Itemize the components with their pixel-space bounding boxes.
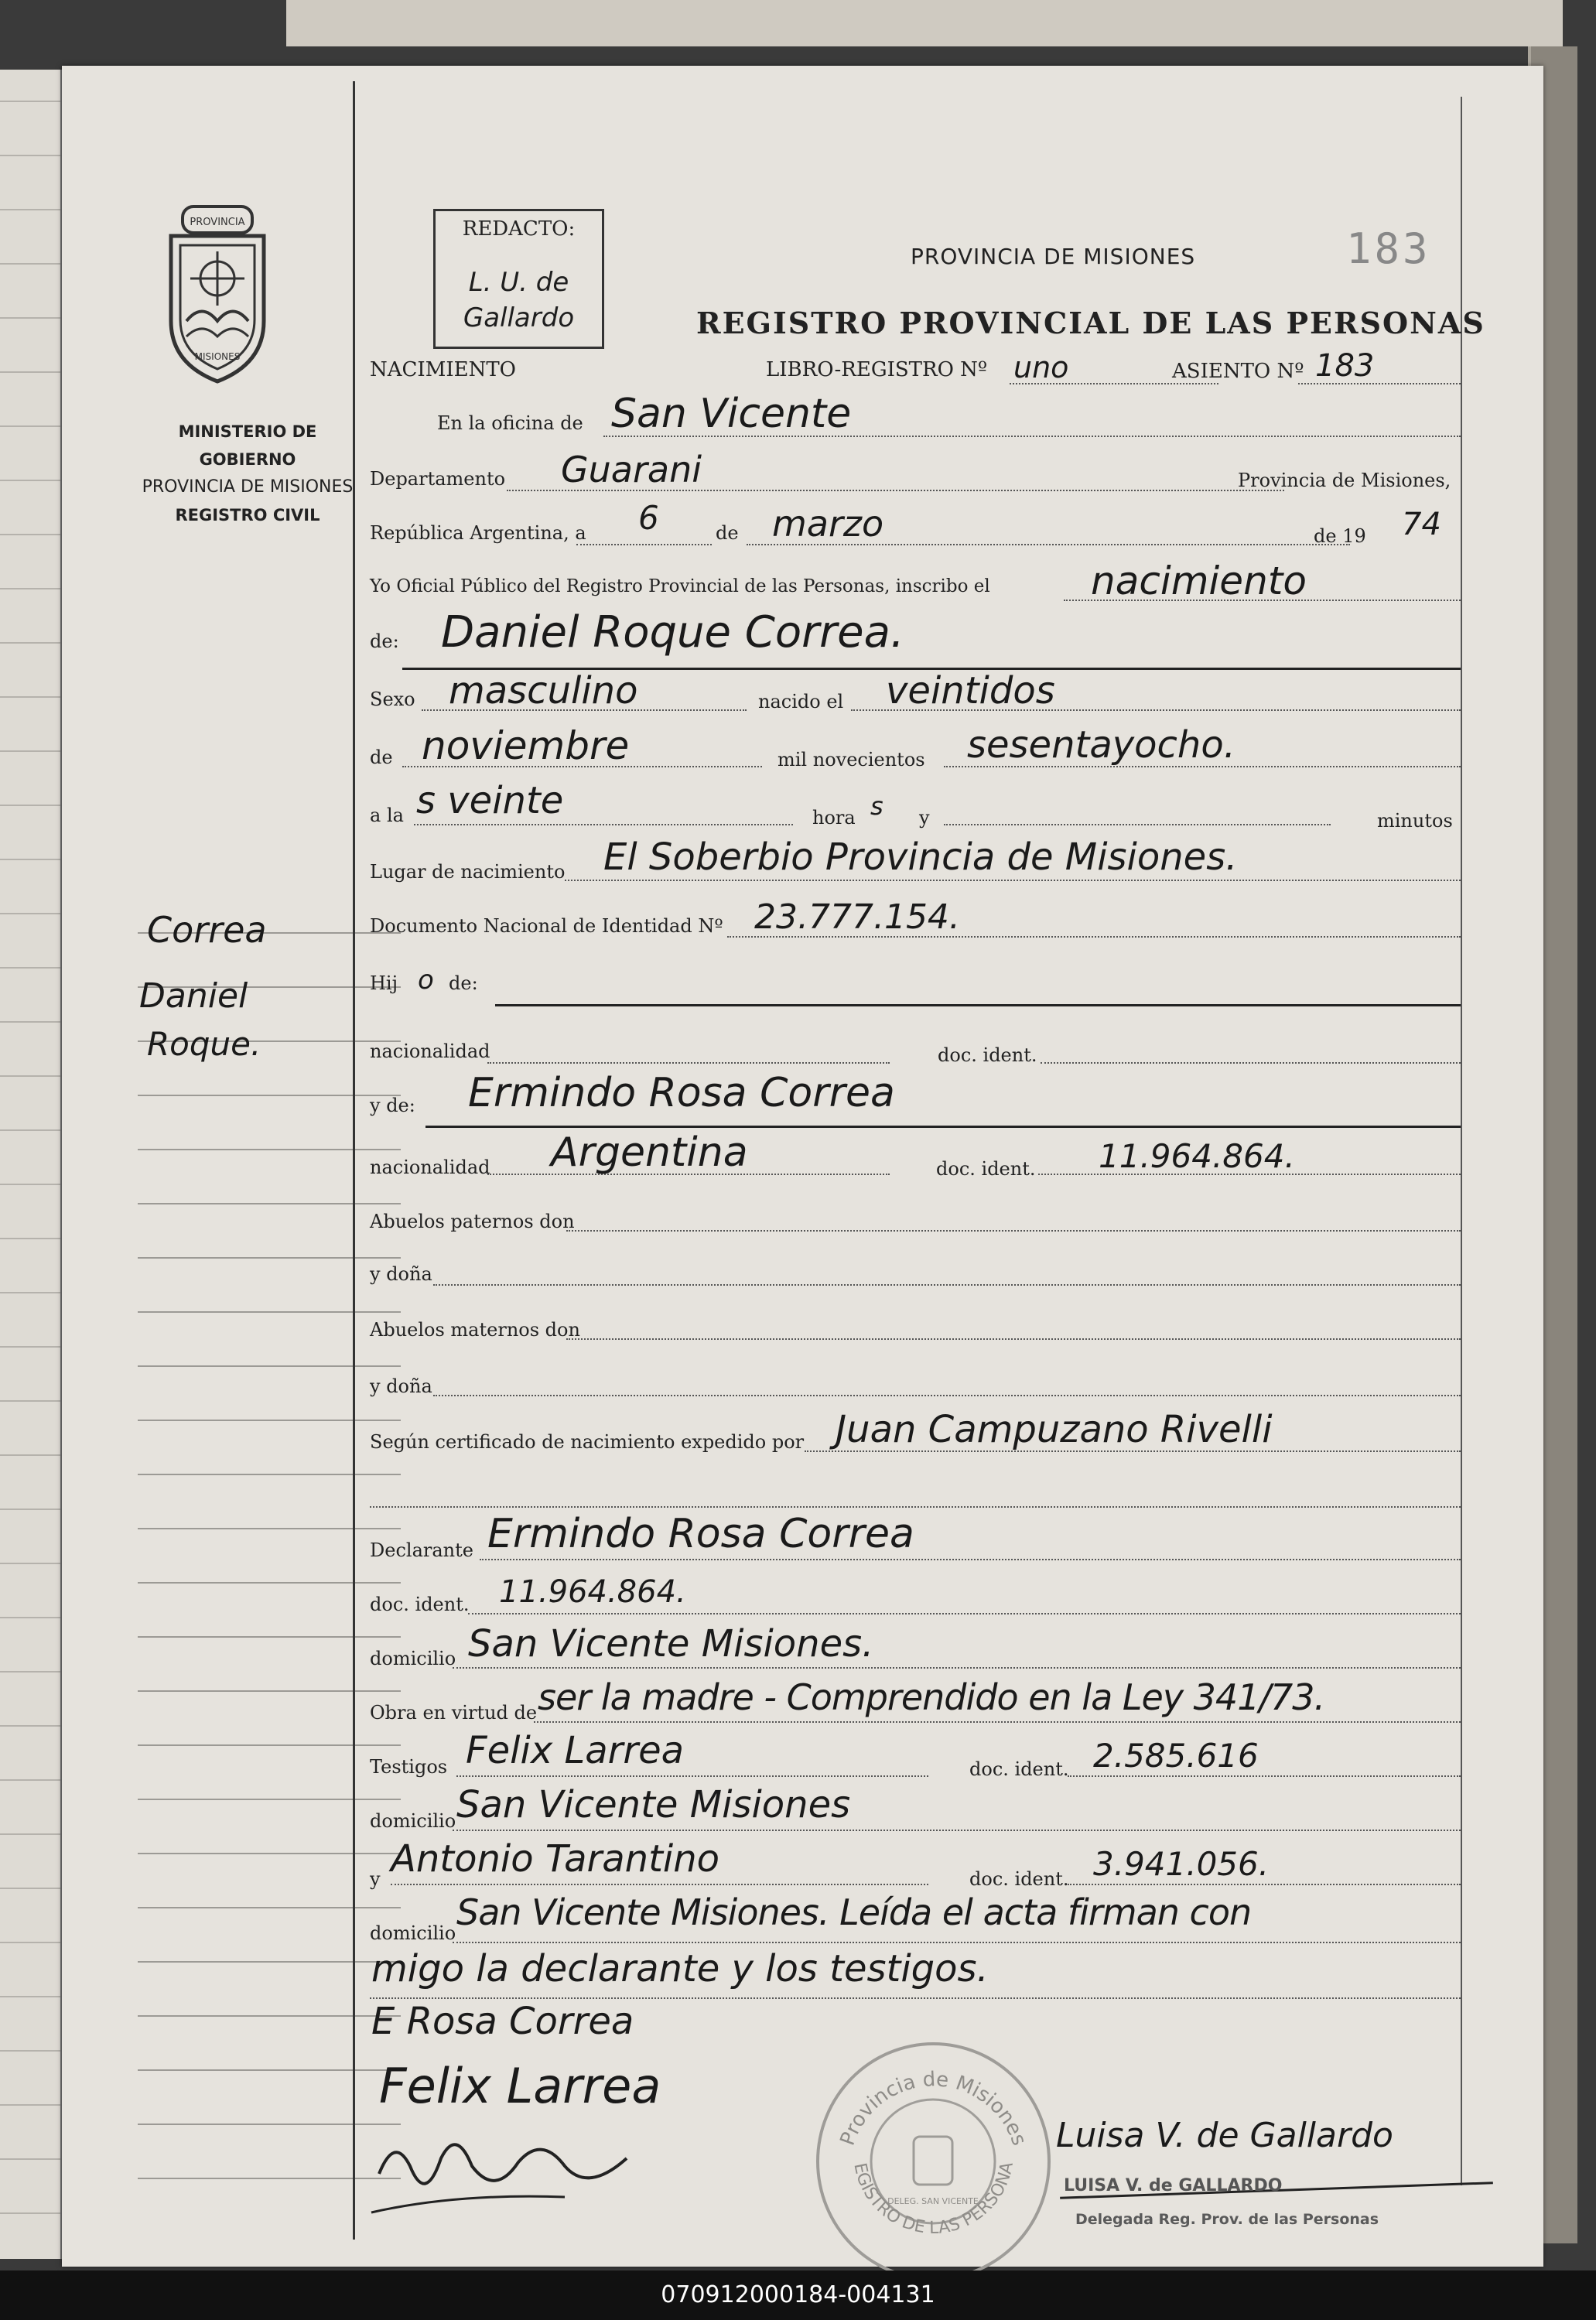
nacimiento-label: NACIMIENTO bbox=[370, 358, 516, 381]
ministry-line-3: REGISTRO CIVIL bbox=[175, 506, 320, 524]
domicilio2-label: domicilio bbox=[370, 1810, 456, 1832]
am-label: Abuelos maternos don bbox=[370, 1319, 580, 1341]
doc5-line bbox=[1068, 1884, 1461, 1885]
closing-value: migo la declarante y los testigos. bbox=[371, 1947, 989, 1990]
madre-value: Ermindo Rosa Correa bbox=[468, 1070, 895, 1116]
margin-rule bbox=[138, 1799, 401, 1800]
yde-label: y de: bbox=[370, 1095, 415, 1116]
left-page-rule bbox=[0, 1021, 60, 1023]
nacido-label: nacido el bbox=[758, 691, 844, 712]
domicilio1-value: San Vicente Misiones. bbox=[468, 1622, 874, 1666]
margin-rule bbox=[138, 1365, 401, 1367]
doc3-value: 11.964.864. bbox=[499, 1574, 686, 1610]
margin-note-line-2: Daniel bbox=[139, 976, 248, 1016]
hora-extra: s bbox=[870, 791, 883, 821]
asiento-value: 183 bbox=[1315, 348, 1375, 384]
left-page-rule bbox=[0, 1563, 60, 1564]
margin-rule bbox=[138, 1582, 401, 1584]
doc4-value: 2.585.616 bbox=[1093, 1737, 1259, 1775]
left-page-rule bbox=[0, 1779, 60, 1781]
left-page-rule bbox=[0, 1238, 60, 1239]
ap-dona-label: y doña bbox=[370, 1263, 432, 1285]
cert-label: Según certificado de nacimiento expedido por bbox=[370, 1431, 805, 1453]
doc2-value: 11.964.864. bbox=[1099, 1137, 1295, 1175]
left-page-rule bbox=[0, 263, 60, 265]
left-page-rule bbox=[0, 1996, 60, 1997]
minutos-line bbox=[944, 824, 1331, 825]
stamp-inner-text: DELEG. SAN VICENTE bbox=[887, 2196, 979, 2206]
redacto-line-2: Gallardo bbox=[463, 302, 575, 333]
signature-testigo: Felix Larrea bbox=[379, 2058, 661, 2114]
left-page-rule bbox=[0, 913, 60, 914]
doc5-label: doc. ident. bbox=[969, 1868, 1069, 1890]
testigo1-line bbox=[456, 1775, 928, 1777]
ap-dona-line bbox=[433, 1284, 1461, 1286]
left-page-rule bbox=[0, 317, 60, 319]
ministry-line-2: PROVINCIA DE MISIONES bbox=[142, 477, 354, 497]
departamento-label: Departamento bbox=[370, 468, 506, 490]
left-page-rule bbox=[0, 1671, 60, 1673]
stamp-ring-text: Provincia de Misiones bbox=[836, 2068, 1031, 2149]
lugar-value: El Soberbio Provincia de Misiones. bbox=[603, 835, 1238, 879]
left-page-rule bbox=[0, 1833, 60, 1835]
page-number: 183 bbox=[1346, 224, 1431, 273]
dia-line bbox=[576, 544, 712, 545]
departamento-value: Guarani bbox=[561, 449, 702, 490]
acto-value: nacimiento bbox=[1091, 559, 1307, 603]
redacto-line-1: L. U. de bbox=[468, 267, 569, 298]
doc1-line bbox=[1041, 1062, 1461, 1064]
dia-value: 6 bbox=[638, 499, 659, 537]
left-facing-page bbox=[0, 70, 63, 2259]
registry-title: REGISTRO PROVINCIAL DE LAS PERSONAS bbox=[696, 306, 1485, 340]
mes-value: marzo bbox=[772, 503, 884, 545]
seal-top-text: PROVINCIA bbox=[190, 217, 245, 228]
testigo2-line bbox=[391, 1884, 928, 1885]
left-page-rule bbox=[0, 2158, 60, 2160]
provincia-label: Provincia de Misiones, bbox=[1238, 470, 1451, 491]
dni-label: Documento Nacional de Identidad Nº bbox=[370, 915, 723, 937]
anio-value: 74 bbox=[1402, 507, 1441, 542]
register-page bbox=[62, 66, 1543, 2267]
signature-oficial: Luisa V. de Gallardo bbox=[1056, 2116, 1393, 2155]
sexo-value: masculino bbox=[449, 669, 638, 712]
y2-label: y bbox=[370, 1868, 381, 1890]
domicilio3-label: domicilio bbox=[370, 1922, 456, 1944]
margin-vertical-rule bbox=[353, 81, 355, 2240]
left-page-rule bbox=[0, 1725, 60, 1727]
right-vertical-rule bbox=[1461, 97, 1462, 2185]
domicilio2-line bbox=[453, 1830, 1461, 1831]
province-title: PROVINCIA DE MISIONES bbox=[911, 244, 1196, 269]
margin-rule bbox=[138, 1690, 401, 1692]
hijo-de-label: de: bbox=[449, 972, 478, 994]
nombre-value: Daniel Roque Correa. bbox=[441, 607, 904, 658]
left-page-rule bbox=[0, 1509, 60, 1510]
left-page-rule bbox=[0, 588, 60, 589]
anio-prefix: de 19 bbox=[1314, 525, 1366, 547]
doc3-label: doc. ident. bbox=[370, 1594, 470, 1615]
province-seal-icon bbox=[159, 205, 275, 391]
sexo-label: Sexo bbox=[370, 688, 415, 710]
left-page-rule bbox=[0, 209, 60, 210]
lugar-label: Lugar de nacimiento bbox=[370, 861, 566, 883]
cert-extra-line bbox=[370, 1506, 1461, 1508]
domicilio1-label: domicilio bbox=[370, 1648, 456, 1669]
declarante-label: Declarante bbox=[370, 1539, 473, 1561]
lugar-line bbox=[565, 880, 1461, 881]
mil-label: mil novecientos bbox=[777, 749, 925, 770]
left-page-rule bbox=[0, 1292, 60, 1293]
libro-value: uno bbox=[1013, 350, 1069, 384]
left-page-rule bbox=[0, 2212, 60, 2214]
minutos-label: minutos bbox=[1377, 810, 1453, 832]
left-page-rule bbox=[0, 805, 60, 806]
asiento-label: ASIENTO Nº bbox=[1172, 360, 1304, 383]
obra-label: Obra en virtud de bbox=[370, 1702, 538, 1724]
margin-rule bbox=[138, 1095, 401, 1096]
oficina-label: En la oficina de bbox=[437, 412, 583, 434]
testigo2-value: Antonio Tarantino bbox=[391, 1837, 720, 1881]
margin-rule bbox=[138, 2178, 401, 2179]
anio-nac-value: sesentayocho. bbox=[967, 723, 1235, 767]
left-page-rule bbox=[0, 371, 60, 373]
madre-line bbox=[425, 1126, 1461, 1128]
margin-rule bbox=[138, 2069, 401, 2071]
left-page-rule bbox=[0, 859, 60, 860]
nac2-label: nacionalidad bbox=[370, 1157, 490, 1178]
nac1-line bbox=[487, 1062, 890, 1064]
seal-bottom-text: MISIONES bbox=[194, 351, 241, 362]
testigos-label: Testigos bbox=[370, 1756, 448, 1778]
declarante-line bbox=[480, 1559, 1461, 1560]
left-page-rule bbox=[0, 1075, 60, 1077]
nac1-label: nacionalidad bbox=[370, 1040, 490, 1062]
margin-rule bbox=[138, 1203, 401, 1204]
alas-label: a la bbox=[370, 805, 404, 826]
oficina-value: San Vicente bbox=[611, 391, 852, 437]
left-page-rule bbox=[0, 967, 60, 969]
testigo1-value: Felix Larrea bbox=[466, 1729, 685, 1772]
cert-value: Juan Campuzano Rivelli bbox=[836, 1408, 1273, 1451]
left-page-rule bbox=[0, 425, 60, 427]
margin-rule bbox=[138, 2124, 401, 2125]
oficial-text: Yo Oficial Público del Registro Provincial de las Personas, inscribo el bbox=[370, 576, 990, 596]
y-label: y bbox=[919, 807, 930, 829]
margin-rule bbox=[138, 2015, 401, 2017]
nac2-value: Argentina bbox=[551, 1129, 748, 1176]
hora-label: hora bbox=[812, 807, 856, 829]
hijo-label: Hij bbox=[370, 972, 398, 994]
doc2-label: doc. ident. bbox=[936, 1158, 1036, 1180]
margin-rule bbox=[138, 1907, 401, 1908]
obra-line bbox=[534, 1721, 1461, 1723]
signature-declarante: E Rosa Correa bbox=[371, 2000, 634, 2043]
image-id-footer: 070912000184-004131 bbox=[0, 2270, 1596, 2320]
hora-line bbox=[414, 824, 793, 825]
libro-label: LIBRO-REGISTRO Nº bbox=[766, 358, 988, 381]
left-page-rule bbox=[0, 696, 60, 698]
left-page-rule bbox=[0, 534, 60, 535]
obra-value: ser la madre - Comprendido en la Ley 341/73. bbox=[538, 1676, 1325, 1718]
left-page-rule bbox=[0, 1184, 60, 1185]
margin-rule bbox=[138, 1474, 401, 1475]
de3-label: de bbox=[370, 747, 393, 768]
margin-rule bbox=[138, 1528, 401, 1529]
left-page-rule bbox=[0, 2104, 60, 2106]
left-page-rule bbox=[0, 750, 60, 752]
margin-rule bbox=[138, 1744, 401, 1746]
am-dona-label: y doña bbox=[370, 1375, 432, 1397]
margin-rule bbox=[138, 1311, 401, 1313]
doc3-line bbox=[468, 1613, 1461, 1614]
left-page-rule bbox=[0, 1888, 60, 1889]
domicilio3-line bbox=[453, 1942, 1461, 1943]
ministry-line-1: MINISTERIO DE GOBIERNO bbox=[178, 422, 317, 469]
domicilio2-value: San Vicente Misiones bbox=[456, 1783, 851, 1826]
signature-testigo2-scribble bbox=[364, 2120, 642, 2228]
redacto-label: REDACTO: bbox=[462, 217, 576, 241]
republica-label: República Argentina, a bbox=[370, 522, 586, 544]
left-page-rule bbox=[0, 1942, 60, 1943]
declarante-value: Ermindo Rosa Correa bbox=[487, 1511, 914, 1557]
margin-rule bbox=[138, 1853, 401, 1854]
dni-value: 23.777.154. bbox=[754, 897, 960, 937]
ap-label: Abuelos paternos don bbox=[370, 1211, 575, 1232]
hora-value: s veinte bbox=[416, 779, 564, 822]
left-page-rule bbox=[0, 642, 60, 644]
margin-rule bbox=[138, 1420, 401, 1421]
doc4-label: doc. ident. bbox=[969, 1758, 1069, 1780]
left-page-rule bbox=[0, 1617, 60, 1618]
stamp-name-text: LUISA V. de GALLARDO bbox=[1064, 2176, 1283, 2195]
ap-line bbox=[566, 1230, 1461, 1232]
left-page-rule bbox=[0, 1346, 60, 1348]
left-page-rule bbox=[0, 1400, 60, 1402]
de2-label: de: bbox=[370, 630, 399, 652]
left-page-rule bbox=[0, 155, 60, 156]
margin-note-line-1: Correa bbox=[147, 909, 267, 951]
left-page-rule bbox=[0, 1454, 60, 1456]
mes-nac-value: noviembre bbox=[422, 723, 630, 768]
doc5-value: 3.941.056. bbox=[1093, 1845, 1270, 1883]
closing-line bbox=[370, 1997, 1461, 1999]
margin-rule bbox=[138, 1636, 401, 1638]
left-page-rule bbox=[0, 101, 60, 102]
stamp-role-text: Delegada Reg. Prov. de las Personas bbox=[1075, 2211, 1379, 2228]
left-page-rule bbox=[0, 2050, 60, 2052]
doc4-line bbox=[1068, 1775, 1461, 1777]
am-line bbox=[566, 1338, 1461, 1340]
margin-rule bbox=[138, 1149, 401, 1150]
left-page-rule bbox=[0, 1129, 60, 1131]
stamp-bottom-text: EGISTRO DE LAS PERSONA bbox=[849, 2160, 1017, 2238]
margin-note-line-3: Roque. bbox=[147, 1025, 261, 1063]
de-label: de bbox=[716, 522, 739, 544]
margin-rule bbox=[138, 1961, 401, 1963]
left-page-rule bbox=[0, 480, 60, 481]
doc1-label: doc. ident. bbox=[938, 1044, 1037, 1066]
margin-rule bbox=[138, 1257, 401, 1259]
domicilio3-value: San Vicente Misiones. Leída el acta firman con bbox=[456, 1891, 1252, 1933]
redacto-box bbox=[433, 209, 604, 349]
padre-line bbox=[495, 1004, 1461, 1006]
am-dona-line bbox=[433, 1395, 1461, 1396]
domicilio1-line bbox=[453, 1667, 1461, 1669]
book-top-edge bbox=[286, 0, 1563, 46]
dia-nac-value: veintidos bbox=[886, 669, 1055, 712]
ministry-heading bbox=[132, 418, 364, 529]
hijo-suffix: o bbox=[418, 965, 434, 996]
official-stamp bbox=[816, 2042, 1051, 2281]
